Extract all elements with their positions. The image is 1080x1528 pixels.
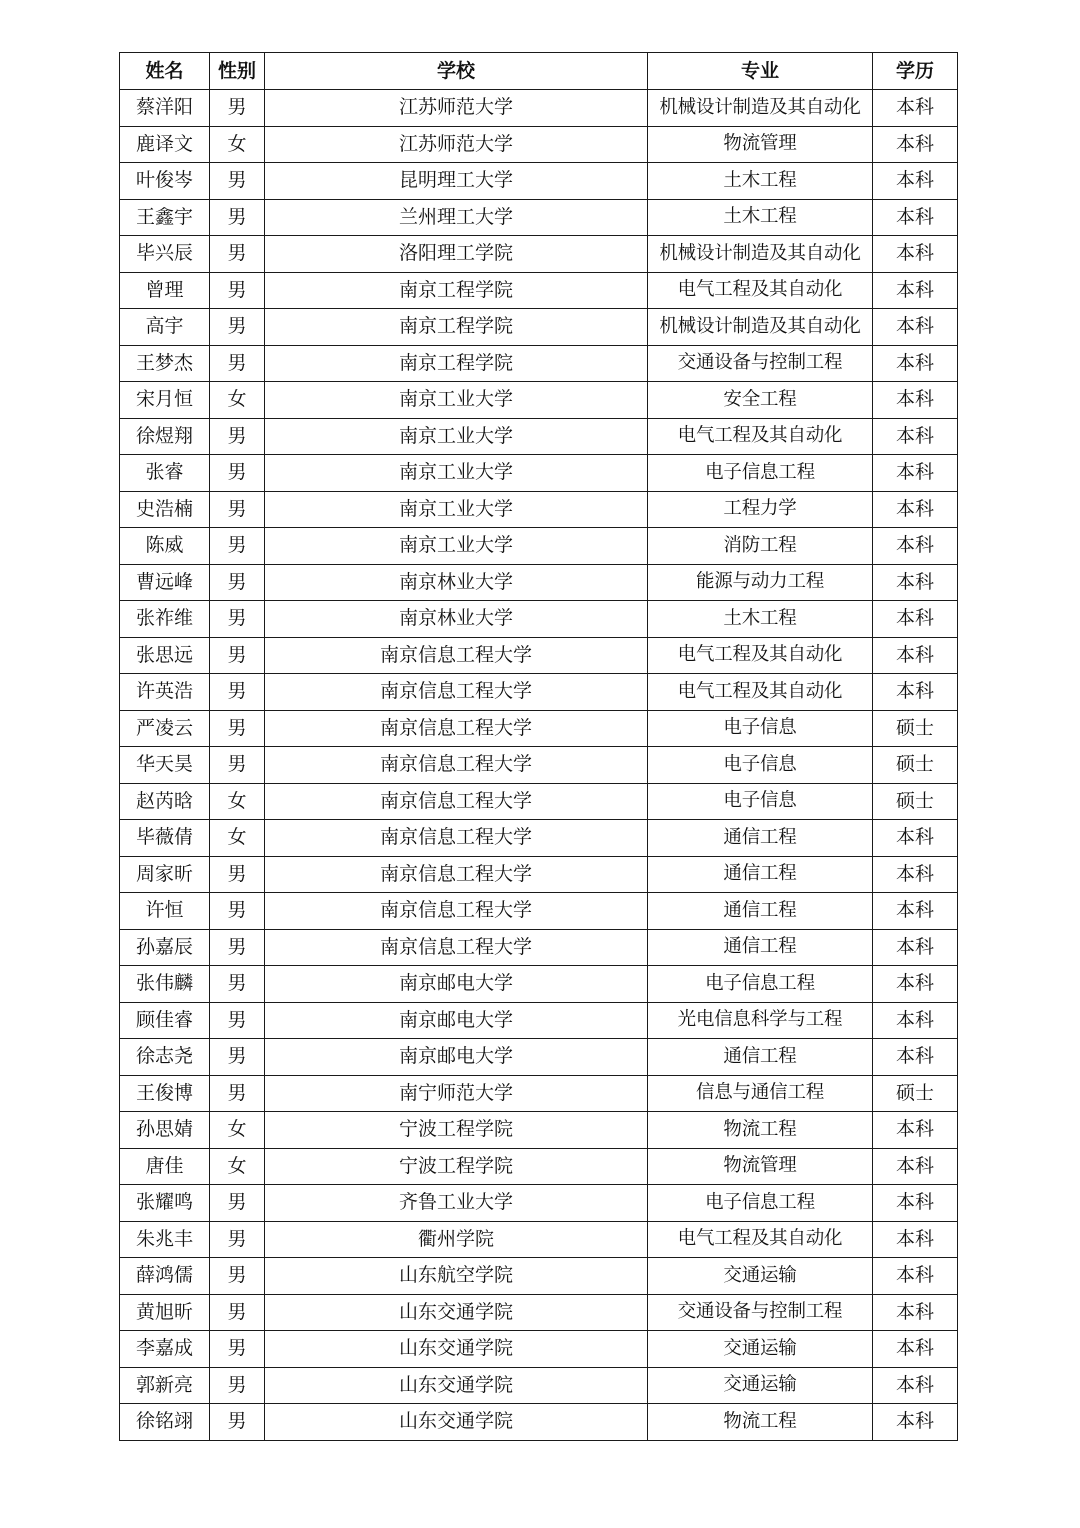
degree-cell: 本科 [873,1221,958,1258]
name-cell: 唐佳 [120,1148,210,1185]
school-cell: 南京工程学院 [265,309,648,346]
school-cell: 南宁师范大学 [265,1075,648,1112]
table-row [120,345,958,382]
major-cell: 机械设计制造及其自动化 [648,309,873,346]
table-row [120,1367,958,1404]
degree-cell: 本科 [873,455,958,492]
name-cell: 薛鸿儒 [120,1258,210,1295]
school-cell: 江苏师范大学 [265,90,648,127]
table-row [120,1258,958,1295]
school-cell: 南京工业大学 [265,491,648,528]
school-cell: 南京邮电大学 [265,1002,648,1039]
major-cell: 物流管理 [648,1148,873,1185]
degree-cell: 本科 [873,126,958,163]
name-cell: 徐铭翊 [120,1404,210,1441]
school-cell: 南京信息工程大学 [265,783,648,820]
name-cell: 严凌云 [120,710,210,747]
name-cell: 孙思婧 [120,1112,210,1149]
gender-cell: 男 [210,674,265,711]
major-cell: 物流工程 [648,1112,873,1149]
degree-cell: 本科 [873,1002,958,1039]
degree-cell: 本科 [873,163,958,200]
gender-cell: 男 [210,1185,265,1222]
table-row [120,893,958,930]
gender-cell: 男 [210,929,265,966]
name-cell: 周家昕 [120,856,210,893]
school-cell: 南京林业大学 [265,601,648,638]
gender-cell: 男 [210,90,265,127]
gender-cell: 男 [210,309,265,346]
header-major: 专业 [648,53,873,90]
table-row [120,491,958,528]
degree-cell: 本科 [873,382,958,419]
table-row [120,528,958,565]
major-cell: 通信工程 [648,929,873,966]
name-cell: 高宇 [120,309,210,346]
gender-cell: 男 [210,966,265,1003]
table-row [120,856,958,893]
name-cell: 徐煜翔 [120,418,210,455]
name-cell: 李嘉成 [120,1331,210,1368]
major-cell: 交通设备与控制工程 [648,345,873,382]
degree-cell: 本科 [873,199,958,236]
table-row [120,418,958,455]
major-cell: 通信工程 [648,820,873,857]
gender-cell: 男 [210,564,265,601]
major-cell: 电子信息工程 [648,1185,873,1222]
table-row [120,272,958,309]
gender-cell: 男 [210,893,265,930]
gender-cell: 女 [210,1148,265,1185]
major-cell: 物流管理 [648,126,873,163]
table-body [120,90,958,1441]
name-cell: 王鑫宇 [120,199,210,236]
degree-cell: 本科 [873,1112,958,1149]
gender-cell: 男 [210,710,265,747]
school-cell: 衢州学院 [265,1221,648,1258]
school-cell: 南京工程学院 [265,272,648,309]
major-cell: 消防工程 [648,528,873,565]
gender-cell: 男 [210,491,265,528]
school-cell: 南京信息工程大学 [265,856,648,893]
table-row [120,90,958,127]
gender-cell: 男 [210,1039,265,1076]
gender-cell: 男 [210,345,265,382]
school-cell: 南京工业大学 [265,455,648,492]
degree-cell: 本科 [873,674,958,711]
roster-table [119,52,958,1441]
name-cell: 鹿译文 [120,126,210,163]
degree-cell: 本科 [873,309,958,346]
table-row [120,1331,958,1368]
gender-cell: 男 [210,1367,265,1404]
name-cell: 张伟麟 [120,966,210,1003]
name-cell: 黄旭昕 [120,1294,210,1331]
major-cell: 机械设计制造及其自动化 [648,90,873,127]
gender-cell: 男 [210,601,265,638]
school-cell: 江苏师范大学 [265,126,648,163]
degree-cell: 本科 [873,929,958,966]
gender-cell: 男 [210,1404,265,1441]
school-cell: 南京邮电大学 [265,966,648,1003]
degree-cell: 本科 [873,966,958,1003]
major-cell: 电气工程及其自动化 [648,418,873,455]
degree-cell: 本科 [873,1185,958,1222]
major-cell: 通信工程 [648,1039,873,1076]
name-cell: 陈威 [120,528,210,565]
table-row [120,564,958,601]
school-cell: 昆明理工大学 [265,163,648,200]
header-name: 姓名 [120,53,210,90]
major-cell: 机械设计制造及其自动化 [648,236,873,273]
school-cell: 南京邮电大学 [265,1039,648,1076]
degree-cell: 硕士 [873,783,958,820]
school-cell: 山东交通学院 [265,1404,648,1441]
school-cell: 山东航空学院 [265,1258,648,1295]
gender-cell: 男 [210,455,265,492]
gender-cell: 男 [210,418,265,455]
name-cell: 顾佳睿 [120,1002,210,1039]
name-cell: 郭新亮 [120,1367,210,1404]
header-row [120,53,958,90]
table-row [120,1075,958,1112]
school-cell: 南京信息工程大学 [265,893,648,930]
name-cell: 曹远峰 [120,564,210,601]
degree-cell: 本科 [873,1294,958,1331]
table-row [120,1039,958,1076]
degree-cell: 本科 [873,820,958,857]
table-row [120,1112,958,1149]
table-row [120,601,958,638]
major-cell: 通信工程 [648,856,873,893]
table-row [120,1221,958,1258]
major-cell: 土木工程 [648,163,873,200]
degree-cell: 本科 [873,893,958,930]
name-cell: 赵芮晗 [120,783,210,820]
gender-cell: 男 [210,199,265,236]
major-cell: 通信工程 [648,893,873,930]
gender-cell: 男 [210,1075,265,1112]
degree-cell: 本科 [873,1367,958,1404]
major-cell: 电子信息 [648,710,873,747]
school-cell: 南京工业大学 [265,528,648,565]
name-cell: 徐志尧 [120,1039,210,1076]
gender-cell: 男 [210,236,265,273]
major-cell: 能源与动力工程 [648,564,873,601]
major-cell: 电气工程及其自动化 [648,1221,873,1258]
name-cell: 孙嘉辰 [120,929,210,966]
school-cell: 洛阳理工学院 [265,236,648,273]
name-cell: 张耀鸣 [120,1185,210,1222]
major-cell: 交通设备与控制工程 [648,1294,873,1331]
table-row [120,966,958,1003]
table-row [120,1404,958,1441]
table-row [120,236,958,273]
name-cell: 宋月恒 [120,382,210,419]
degree-cell: 本科 [873,1404,958,1441]
school-cell: 南京工业大学 [265,418,648,455]
major-cell: 物流工程 [648,1404,873,1441]
major-cell: 电子信息工程 [648,966,873,1003]
school-cell: 南京工程学院 [265,345,648,382]
gender-cell: 女 [210,820,265,857]
name-cell: 张思远 [120,637,210,674]
school-cell: 南京信息工程大学 [265,674,648,711]
table-row [120,126,958,163]
gender-cell: 女 [210,1112,265,1149]
table-row [120,929,958,966]
gender-cell: 男 [210,1294,265,1331]
school-cell: 山东交通学院 [265,1294,648,1331]
gender-cell: 女 [210,783,265,820]
header-degree: 学历 [873,53,958,90]
major-cell: 光电信息科学与工程 [648,1002,873,1039]
degree-cell: 本科 [873,345,958,382]
degree-cell: 本科 [873,1331,958,1368]
header-gender: 性别 [210,53,265,90]
school-cell: 山东交通学院 [265,1367,648,1404]
table-row [120,637,958,674]
table-row [120,199,958,236]
school-cell: 宁波工程学院 [265,1148,648,1185]
table-row [120,309,958,346]
school-cell: 南京信息工程大学 [265,929,648,966]
table-row [120,710,958,747]
major-cell: 交通运输 [648,1258,873,1295]
degree-cell: 本科 [873,856,958,893]
gender-cell: 男 [210,1331,265,1368]
name-cell: 毕薇倩 [120,820,210,857]
degree-cell: 本科 [873,491,958,528]
major-cell: 电气工程及其自动化 [648,674,873,711]
table-row [120,1002,958,1039]
degree-cell: 本科 [873,1258,958,1295]
gender-cell: 男 [210,1002,265,1039]
gender-cell: 男 [210,1221,265,1258]
name-cell: 毕兴辰 [120,236,210,273]
gender-cell: 女 [210,382,265,419]
school-cell: 齐鲁工业大学 [265,1185,648,1222]
name-cell: 蔡洋阳 [120,90,210,127]
table-row [120,820,958,857]
school-cell: 南京林业大学 [265,564,648,601]
major-cell: 土木工程 [648,601,873,638]
school-cell: 南京信息工程大学 [265,820,648,857]
major-cell: 安全工程 [648,382,873,419]
gender-cell: 男 [210,747,265,784]
major-cell: 电子信息 [648,783,873,820]
school-cell: 山东交通学院 [265,1331,648,1368]
major-cell: 电子信息工程 [648,455,873,492]
name-cell: 华天昊 [120,747,210,784]
major-cell: 交通运输 [648,1331,873,1368]
major-cell: 电子信息 [648,747,873,784]
name-cell: 张睿 [120,455,210,492]
gender-cell: 男 [210,163,265,200]
degree-cell: 本科 [873,1148,958,1185]
name-cell: 朱兆丰 [120,1221,210,1258]
degree-cell: 本科 [873,564,958,601]
table-row [120,455,958,492]
major-cell: 工程力学 [648,491,873,528]
table-row [120,783,958,820]
degree-cell: 本科 [873,272,958,309]
table-row [120,1185,958,1222]
degree-cell: 本科 [873,90,958,127]
major-cell: 电气工程及其自动化 [648,272,873,309]
school-cell: 兰州理工大学 [265,199,648,236]
degree-cell: 本科 [873,601,958,638]
school-cell: 南京信息工程大学 [265,747,648,784]
name-cell: 王俊博 [120,1075,210,1112]
name-cell: 许英浩 [120,674,210,711]
name-cell: 叶俊岑 [120,163,210,200]
school-cell: 宁波工程学院 [265,1112,648,1149]
gender-cell: 男 [210,528,265,565]
degree-cell: 本科 [873,236,958,273]
name-cell: 许恒 [120,893,210,930]
school-cell: 南京信息工程大学 [265,710,648,747]
major-cell: 信息与通信工程 [648,1075,873,1112]
degree-cell: 本科 [873,1039,958,1076]
table-row [120,1148,958,1185]
name-cell: 张祚维 [120,601,210,638]
major-cell: 土木工程 [648,199,873,236]
table-row [120,163,958,200]
degree-cell: 硕士 [873,747,958,784]
degree-cell: 本科 [873,528,958,565]
major-cell: 交通运输 [648,1367,873,1404]
name-cell: 王梦杰 [120,345,210,382]
table-row [120,382,958,419]
gender-cell: 男 [210,637,265,674]
gender-cell: 男 [210,272,265,309]
degree-cell: 硕士 [873,710,958,747]
name-cell: 曾理 [120,272,210,309]
degree-cell: 本科 [873,418,958,455]
table-row [120,674,958,711]
school-cell: 南京信息工程大学 [265,637,648,674]
degree-cell: 硕士 [873,1075,958,1112]
header-school: 学校 [265,53,648,90]
gender-cell: 女 [210,126,265,163]
major-cell: 电气工程及其自动化 [648,637,873,674]
school-cell: 南京工业大学 [265,382,648,419]
table-row [120,747,958,784]
gender-cell: 男 [210,1258,265,1295]
name-cell: 史浩楠 [120,491,210,528]
gender-cell: 男 [210,856,265,893]
degree-cell: 本科 [873,637,958,674]
table-row [120,1294,958,1331]
